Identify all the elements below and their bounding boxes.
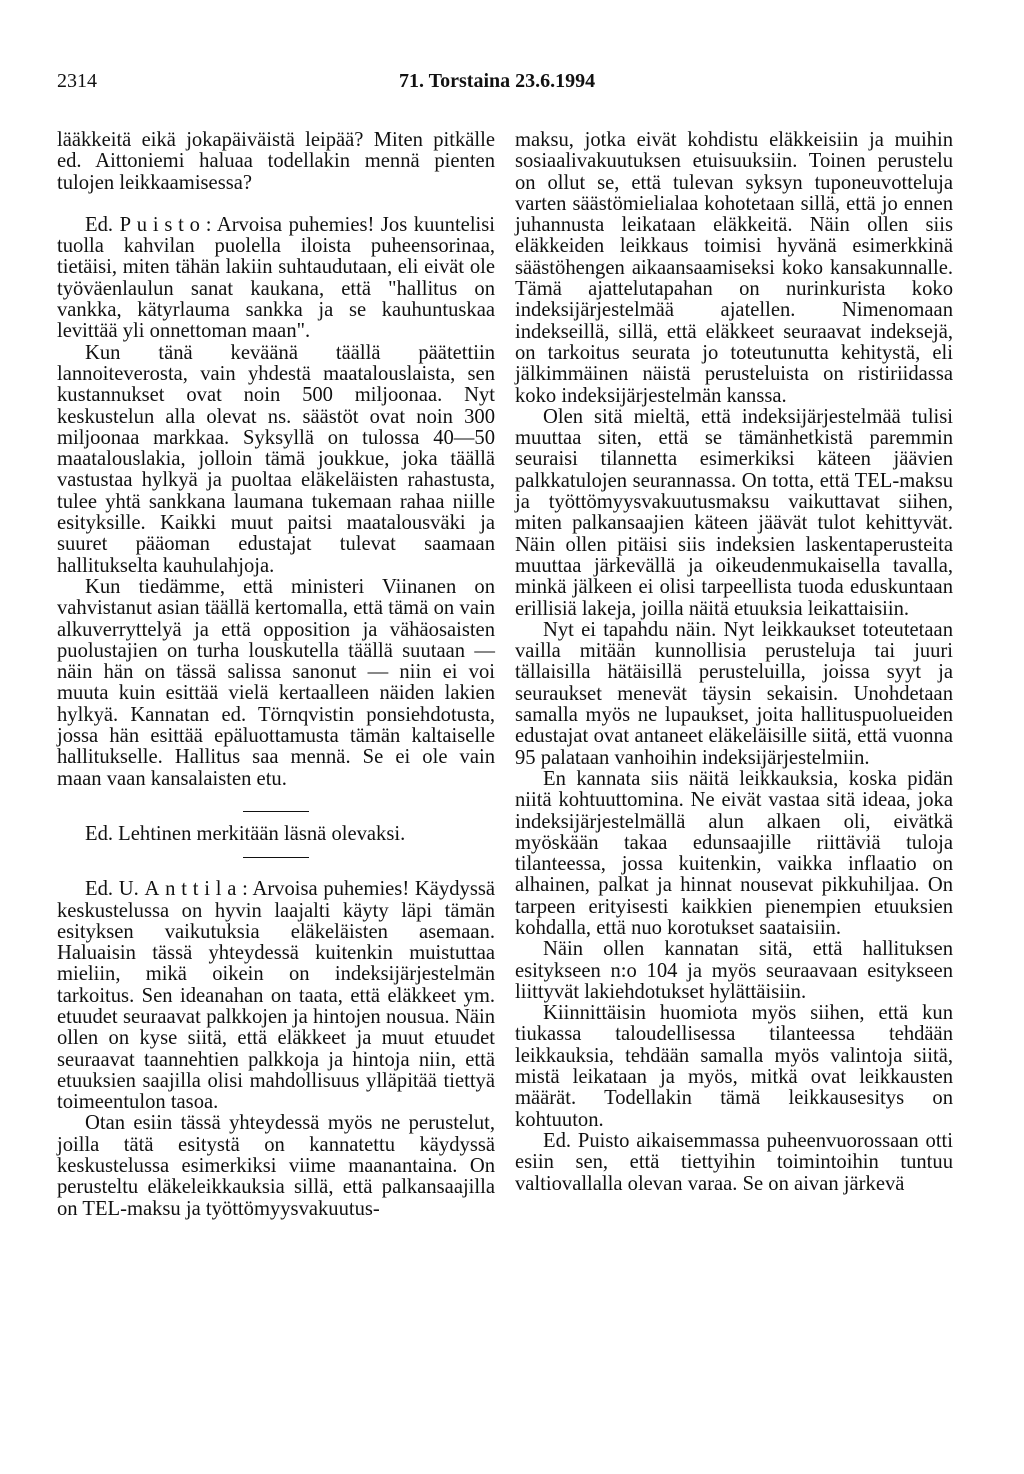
paragraph: Näin ollen kannatan sitä, että hallituksen esitykseen n:o 104 ja myös seuraavaan esitykseen liittyvät lakiehdotukset hylättäisiin. bbox=[515, 938, 953, 1003]
paragraph: maksu, jotka eivät kohdistu eläkkeisiin ja muihin sosiaalivakuutuksen etuisuuksiin. Toinen perustelu on ollut se, että tulevan syksyn tuponeuvotteluja varten säästömielialaa kohotetaan sillä, että jo ennen juhannusta leikataan eläkkeitä. Näin ollen siis eläkkeiden leikkaus toimisi hyvänä esimerkkinä säästöhengen aikaansaamiseksi koko kansakunnalle. Tämä ajattelutapahan on nurinkurista koko indeksijärjestelmää ajatellen. Nimenomaan indekseillä, sillä, että eläkkeet seuraavat indeksejä, on tarkoitus seurata jo toteutunutta kehitystä, eli jälkimmäinen näistä perusteluista on ristiriidassa koko indeksijärjestelmän kanssa. bbox=[515, 129, 953, 407]
paragraph: lääkkeitä eikä jokapäiväistä leipää? Miten pitkälle ed. Aittoniemi haluaa todellakin mennä pienten tulojen leikkaamisessa? bbox=[57, 129, 495, 194]
speech-text: : Arvoisa puhemies! Jos kuuntelisi tuolla kahvilan puolella iloista puheensorinaa, tietäisi, miten tähän lakiin suhtaudutaan, eli eivät ole työväenlaulun sanat kaukana, että "hallitus on vankka, kätyrlauma sankka ja se kauhuntuskaa levittää yli onnettoman maan". bbox=[57, 213, 495, 343]
paragraph: Ed. Puisto aikaisemmassa puheenvuorossaan otti esiin sen, että tiettyihin toimintoihin tuntuu valtiovallalla olevan varaa. Se on aivan järkevä bbox=[515, 1129, 953, 1195]
speaker-name: Anttila bbox=[144, 878, 243, 901]
speaker-prefix: Ed. U. bbox=[85, 878, 145, 901]
page-number: 2314 bbox=[57, 70, 97, 92]
paragraph: Kiinnittäisin huomiota myös siihen, että kun tiukassa taloudellisessa tilanteessa tehdään leikkauksia, tehdään samalla myös valintoja siitä, mistä leikataan ja myös, mitkä ovat leikkausten määrät. Todellakin tämä leikkausesitys on kohtuuton. bbox=[515, 1002, 953, 1131]
section-divider bbox=[243, 811, 309, 812]
speech-anttila bbox=[57, 879, 495, 1113]
running-head: 71. Torstaina 23.6.1994 bbox=[399, 70, 596, 92]
paragraph: Kun tiedämme, että ministeri Viinanen on vahvistanut asian täällä kertomalla, että tämä on vain alkuverryttelyä ja että opposition ja vähäosaisten puolustajien on turha louskutella täällä suutaan — näin hän on tässä salissa sanonut — niin ei voi muuta kuin esittää vielä kertaalleen näiden lakien hylkyä. Kannatan ed. Törnqvistin ponsiehdotusta, jossa hän esittää epäluottamusta tämän kaltaiselle hallitukselle. Hallitus saa mennä. Se ei ole vain maan vaan kansalaisten etu. bbox=[57, 575, 495, 790]
left-column bbox=[57, 130, 495, 1220]
paragraph: En kannata siis näitä leikkauksia, koska pidän niitä kohtuuttomina. Ne eivät vastaa sitä ideaa, joka indeksijärjestelmällä alun alkaen oli, eivätkä myöskään takaa edunsaajille riittäviä tuloja tilanteessa, jossa kuitenkin, vaikka inflaatio on alhainen, palkat ja hinnat nousevat pikkuhiljaa. On tarpeen erityisesti kaikkien pienempien etuuksien kohdalla, että nuo korotukset saataisiin. bbox=[515, 767, 953, 939]
right-column bbox=[515, 130, 953, 1195]
speech-puisto bbox=[57, 215, 495, 343]
paragraph: Otan esiin tässä yhteydessä myös ne perustelut, joilla tätä esitystä on kannatettu käydyssä keskustelussa esimerkiksi viime maanantaina. On perusteltu eläkeleikkauksia sillä, että palkansaajilla on TEL-maksu ja työttömyysvakuutus- bbox=[57, 1112, 495, 1220]
section-divider bbox=[243, 857, 309, 858]
paragraph: Olen sitä mieltä, että indeksijärjestelmää tulisi muuttaa siten, että se tämänhetkistä paremmin seuraisi tilannetta esimerkiksi käteen jäävien palkkatulojen seurannassa. On totta, että TEL-maksu ja työttömyysvakuutusmaksu vaikuttavat siihen, miten palkansaajien käteen jäävät tulot kehittyvät. Näin ollen pitäisi siis indeksien laskentaperusteita muuttaa järkevällä ja oikeudenmukaisella tavalla, minkä jälkeen ei olisi tarpeellista tuoda eduskuntaan erillisiä lakeja, joilla näitä etuuksia leikattaisiin. bbox=[515, 405, 953, 620]
speaker-prefix: Ed. bbox=[85, 213, 120, 236]
paragraph: Kun tänä keväänä täällä päätettiin lannoiteverosta, vain yhdestä maatalouslaista, sen kustannukset ovat noin 500 miljoonaa. Nyt keskustelun alla olevat ns. säästöt ovat noin 300 miljoonaa markkaa. Syksyllä on tulossa 40—50 maatalouslakia, jolloin tämä joukkue, joka täällä vastustaa hylkyä ja puoltaa eläkeläisten rahastusta, tulee yhtä sankkana laumana tukemaan rahaa niille esityksille. Kaikki muut paitsi maatalousväki ja suuret pääoman edustajat tulevat saamaan hallitukselta kauhulahjoja. bbox=[57, 341, 495, 577]
attendance-announcement: Ed. Lehtinen merkitään läsnä olevaksi. bbox=[85, 822, 406, 845]
speech-text: : Arvoisa puhemies! Käydyssä keskustelussa on hyvin laajalti käyty läpi tämän esityksen vaikutuksia eläkeläisten asemaan. Haluaisin tässä yhteydessä kuitenkin muistuttaa mieliin, mikä oikein on indeksijärjestelmän tarkoitus. Sen ideanahan on taata, että eläkkeet ym. etuudet seuraavat palkkojen ja hintojen nousua. Näin ollen on kyse siitä, että eläkkeet ja muut etuudet seuraavat taannehtien palkkoja ja hintoja niin, että etuuksien saajilla olisi mahdollisuus ylläpitää tiettyä toimeentulon tasoa. bbox=[57, 878, 496, 1114]
speaker-name: Puisto bbox=[119, 213, 206, 236]
paragraph: Nyt ei tapahdu näin. Nyt leikkaukset toteutetaan vailla mitään kunnollisia perusteluja tai juuri tällaisilla hätäisillä perusteluilla, joissa syyt ja seuraukset menevät täysin sekaisin. Unohdetaan samalla myös ne lupaukset, joita hallituspuolueiden edustajat ovat antaneet eläkeläisille siitä, että vuonna 95 palataan vanhoihin indeksijärjestelmiin. bbox=[515, 618, 953, 769]
